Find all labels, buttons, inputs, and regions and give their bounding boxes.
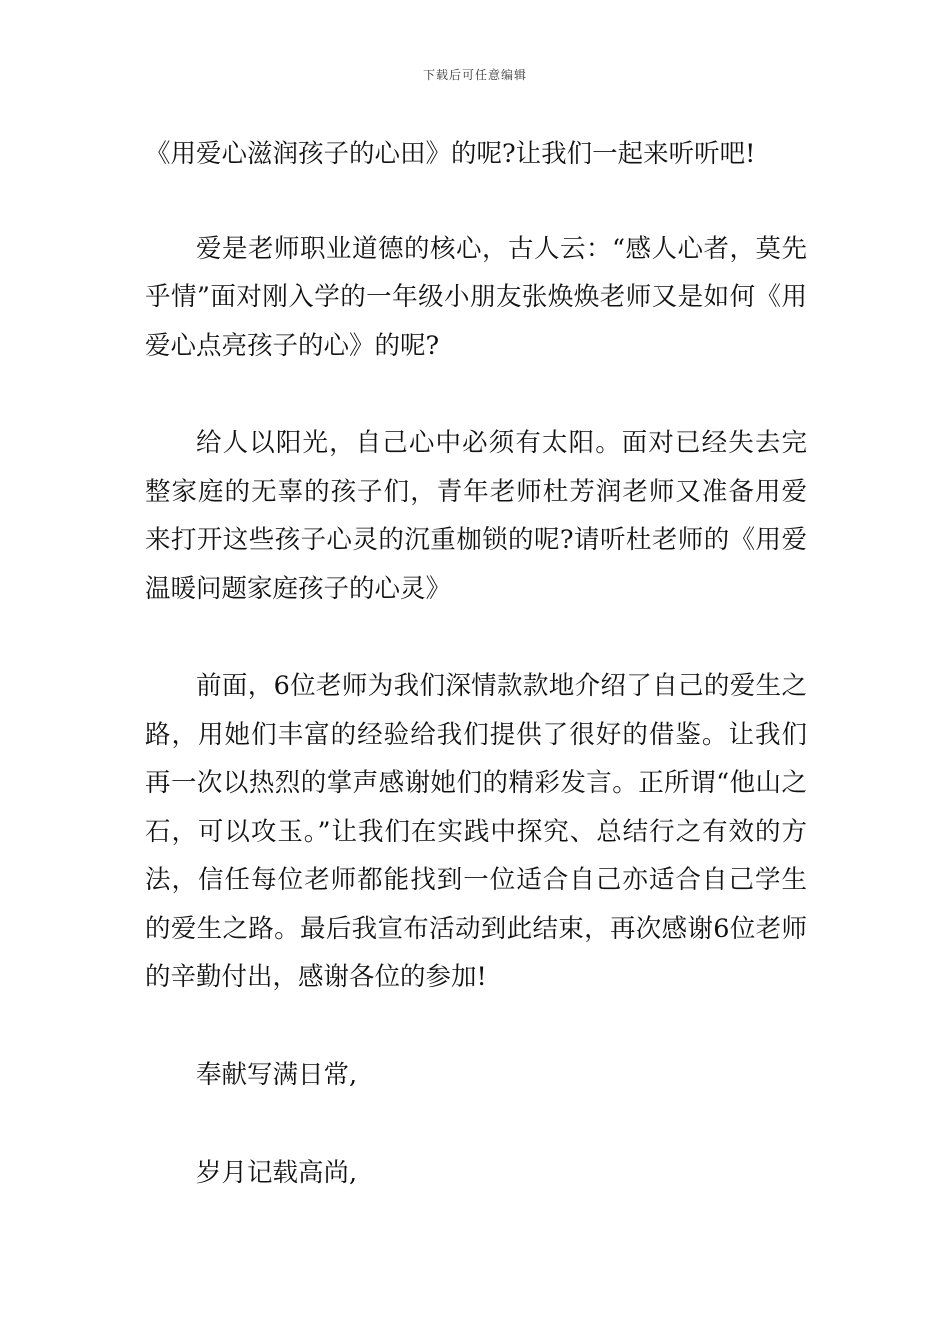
paragraph-verse-line-2: 岁月记载高尚, bbox=[196, 1158, 358, 1188]
paragraph-verse-line-1: 奉献写满日常, bbox=[196, 1059, 358, 1090]
page-header: 下载后可任意编辑 bbox=[422, 68, 527, 82]
paragraph-continuation: 《用爱心滋润孩子的心田》的呢?让我们一起来听听吧! bbox=[145, 139, 756, 169]
paragraph-closing-remarks: 前面，6位老师为我们深情款款地介绍了自己的爱生之路，用她们丰富的经验给我们提供了很好的借鉴。让我们再一次以热烈的掌声感谢她们的精彩发言。正所谓“他山之石，可以攻玉。”让我们在实践中探究、总结行之有效的方法，信任每位老师都能找到一位适合自己亦适合自己学生的爱生之路。最后我宣布活动到此结束，再次感谢6位老师的辛勤付出，感谢各位的参加! bbox=[145, 671, 807, 992]
paragraph-zhang-teacher: 爱是老师职业道德的核心，古人云：“感人心者，莫先乎情”面对刚入学的一年级小朋友张焕焕老师又是如何《用爱心点亮孩子的心》的呢? bbox=[145, 233, 807, 361]
paragraph-du-teacher: 给人以阳光，自己心中必须有太阳。面对已经失去完整家庭的无辜的孩子们，青年老师杜芳润老师又准备用爱来打开这些孩子心灵的沉重枷锁的呢?请听杜老师的《用爱温暖问题家庭孩子的心灵》 bbox=[145, 428, 807, 604]
document-body bbox=[145, 130, 807, 1248]
